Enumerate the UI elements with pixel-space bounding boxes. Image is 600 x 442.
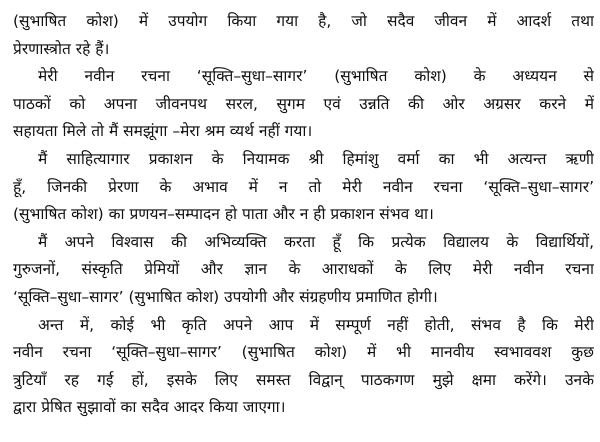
paragraph-3-line-1: मैं साहित्यागार प्रकाशन के नियामक श्री हिमांशु वर्मा का भी अत्यन्त ऋणी [38,149,594,168]
paragraph-4-line-1: मैं अपने विश्वास की अभिव्यक्ति करता हूँ कि प्रत्येक विद्यालय के विद्यार्थियों, [38,232,594,251]
paragraph-5-line-1: अन्त में, कोई भी कृति अपने आप में सम्पूर्ण नहीं होती, संभव है कि मेरी [38,315,594,334]
paragraph-3-line-3: (सुभाषित कोश) का प्रणयन–सम्पादन हो पाता और न ही प्रकाशन संभव था। [13,205,434,224]
paragraph-4-line-2: गुरुजनों, संस्कृति प्रेमियों और ज्ञान के आराधकों के लिए मेरी नवीन रचना [13,260,594,279]
paragraph-1-line-1: (सुभाषित कोश) में उपयोग किया गया है, जो सदैव जीवन में आदर्श तथा [13,12,594,30]
paragraph-5-line-4: द्वारा प्रेषित सुझावों का सदैव आदर किया जाएगा। [13,398,286,417]
paragraph-5-line-2: नवीन रचना ‘सूक्ति–सुधा–सागर’ (सुभाषित कोश) में भी मानवीय स्वभाववश कुछ [13,343,594,362]
paragraph-2-line-3: सहायता मिले तो मैं समझूंगा –मेरा श्रम व्यर्थ नहीं गया। [13,122,313,141]
paragraph-3-line-2: हूँ, जिनकी प्रेरणा के अभाव में न तो मेरी नवीन रचना ‘सूक्ति–सुधा–सागर’ [13,177,594,196]
paragraph-4-line-3: ‘सूक्ति–सुधा–सागर’ (सुभाषित कोश) उपयोगी और संग्रहणीय प्रमाणित होगी। [13,287,438,306]
paragraph-2-line-1: मेरी नवीन रचना ‘सूक्ति–सुधा–सागर’ (सुभाषित कोश) के अध्ययन से [38,67,594,86]
paragraph-5-line-3: त्रुटियाँ रह गई हों, इसके लिए समस्त विद्वान् पाठकगण मुझे क्षमा करेंगे। उनके [13,370,594,389]
paragraph-2-line-2: पाठकों को अपना जीवनपथ सरल, सुगम एवं उन्नति की ओर अग्रसर करने में [13,94,594,113]
paragraph-1-line-2: प्रेरणास्त्रोत रहे हैं। [13,39,110,58]
